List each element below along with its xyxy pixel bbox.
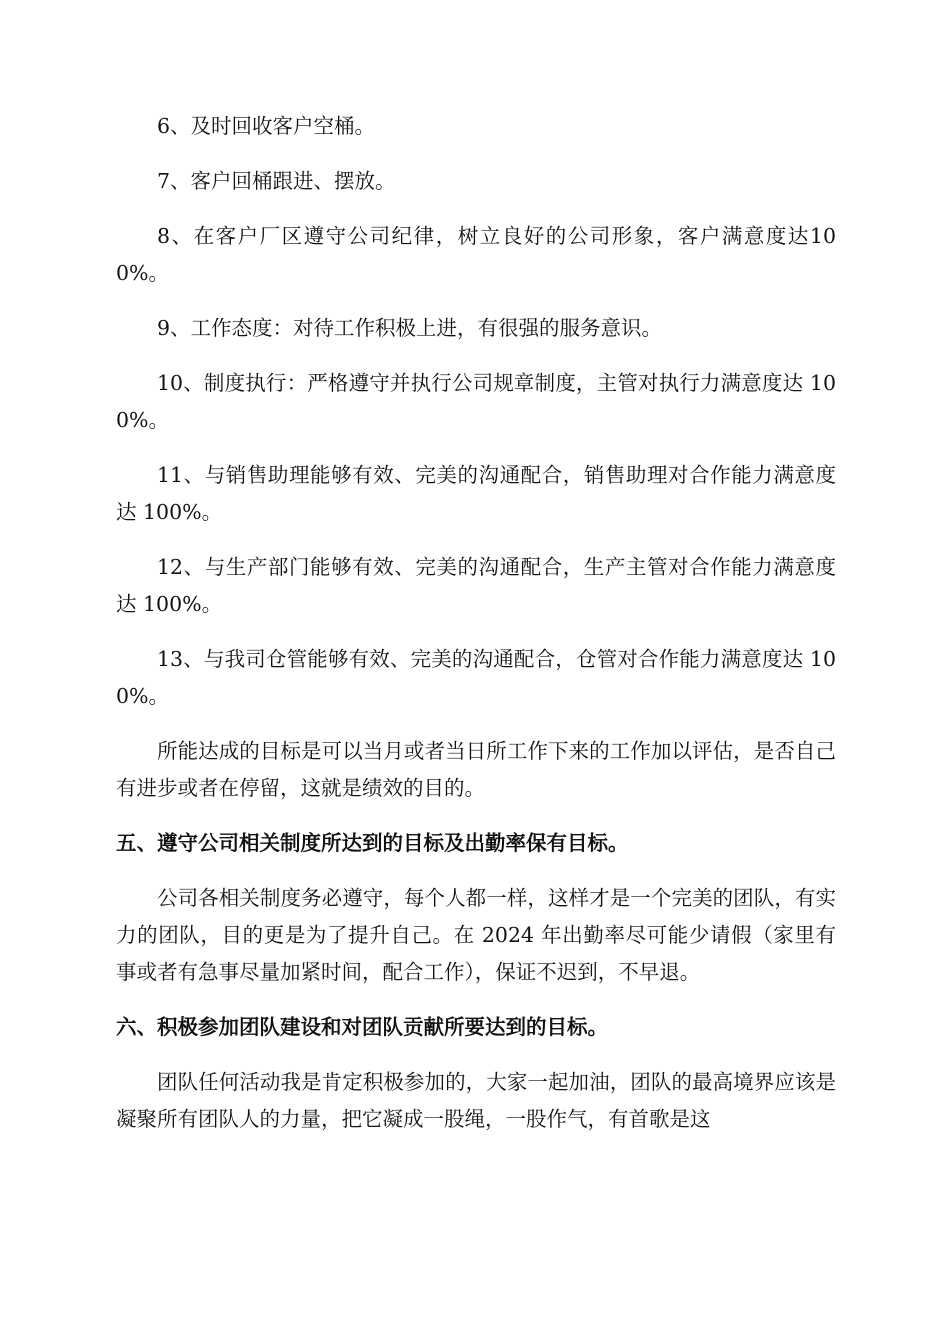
document-page xyxy=(116,108,836,1138)
item-13: 13、与我司仓管能够有效、完美的沟通配合，仓管对合作能力满意度达 100%。 xyxy=(116,647,836,708)
section-6-heading: 六、积极参加团队建设和对团队贡献所要达到的目标。 xyxy=(116,1015,608,1039)
summary-paragraph: 所能达成的目标是可以当月或者当日所工作下来的工作加以评估，是否自己有进步或者在停留，这就是绩效的目的。 xyxy=(116,739,836,800)
item-9: 9、工作态度：对待工作积极上进，有很强的服务意识。 xyxy=(157,316,663,340)
item-6: 6、及时回收客户空桶。 xyxy=(157,114,376,138)
item-11: 11、与销售助理能够有效、完美的沟通配合，销售助理对合作能力满意度达 100%。 xyxy=(116,463,836,524)
section-5-heading: 五、遵守公司相关制度所达到的目标及出勤率保有目标。 xyxy=(116,831,629,855)
section-5-body: 公司各相关制度务必遵守，每个人都一样，这样才是一个完美的团队，有实力的团队，目的更是为了提升自己。在 2024 年出勤率尽可能少请假（家里有事或者有急事尽量加紧时间，配合工作），保证不迟到，不早退。 xyxy=(116,886,836,984)
item-12: 12、与生产部门能够有效、完美的沟通配合，生产主管对合作能力满意度达 100%。 xyxy=(116,555,836,616)
section-6-body: 团队任何活动我是肯定积极参加的，大家一起加油，团队的最高境界应该是凝聚所有团队人的力量，把它凝成一股绳，一股作气，有首歌是这 xyxy=(116,1070,836,1131)
item-7: 7、客户回桶跟进、摆放。 xyxy=(157,169,396,193)
item-8: 8、在客户厂区遵守公司纪律，树立良好的公司形象，客户满意度达100%。 xyxy=(116,224,836,285)
item-10: 10、制度执行：严格遵守并执行公司规章制度，主管对执行力满意度达 100%。 xyxy=(116,371,836,432)
